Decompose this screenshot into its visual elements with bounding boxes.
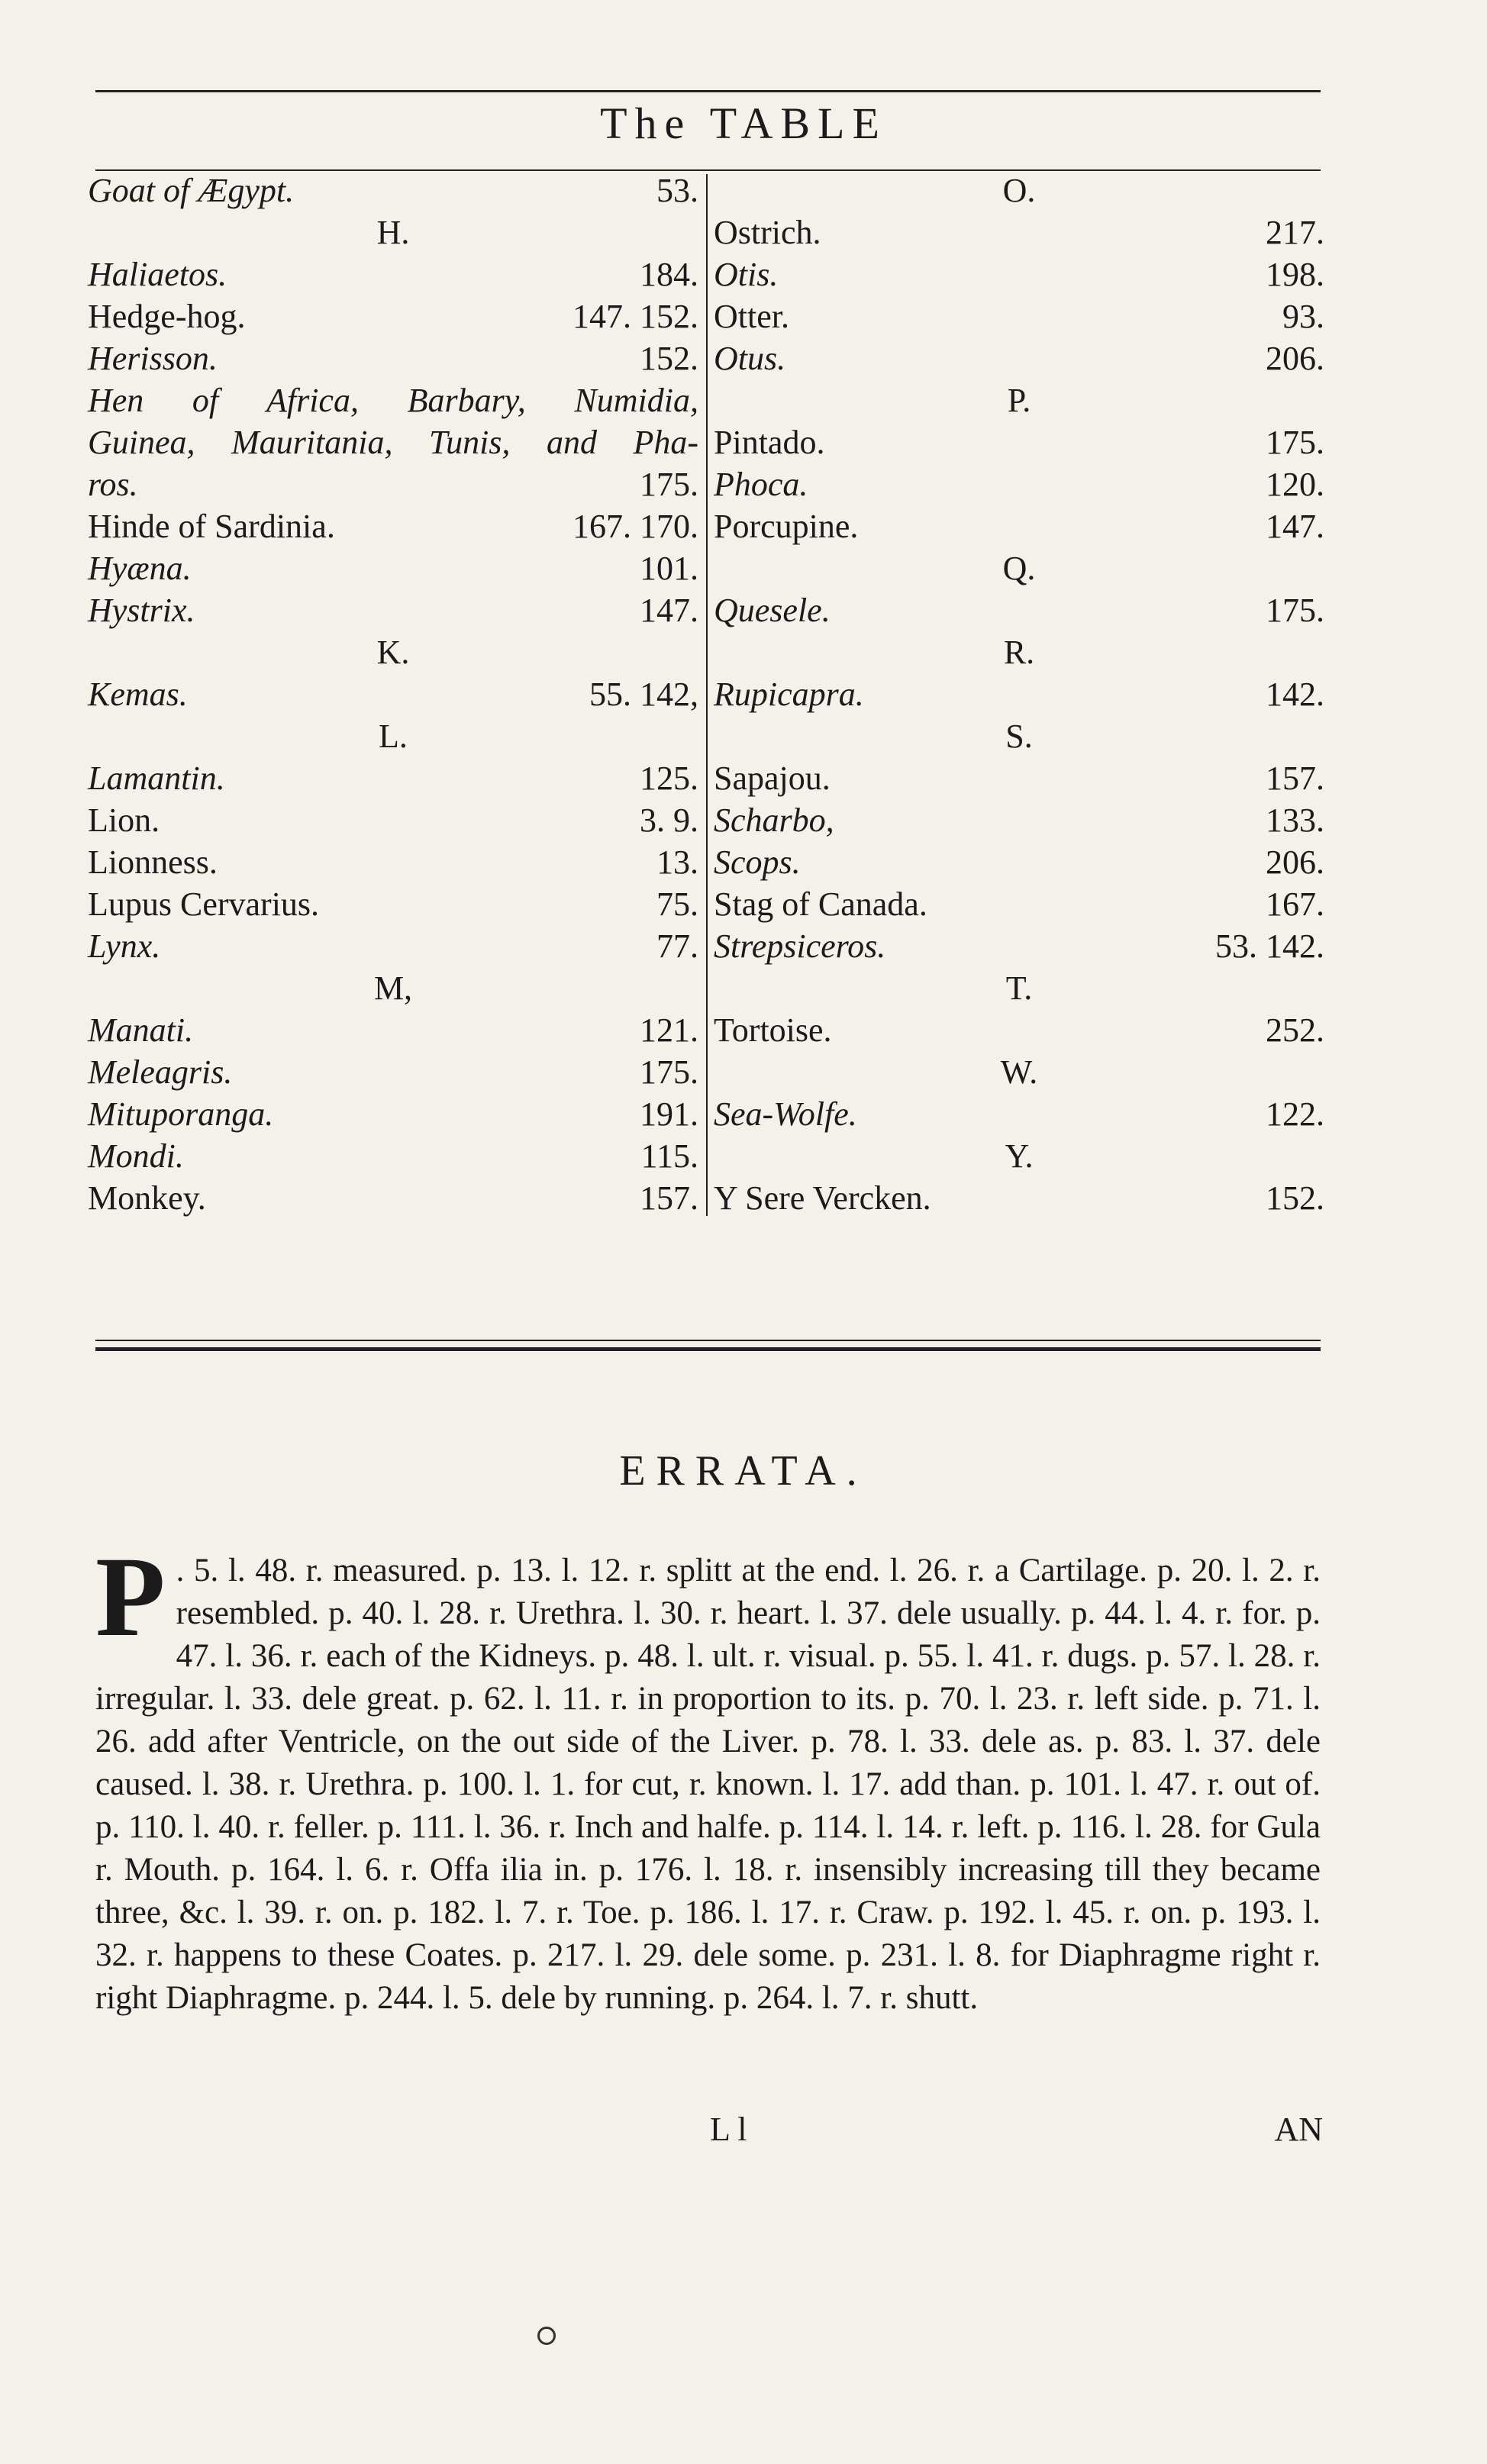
entry-name: Lynx. bbox=[88, 927, 161, 965]
entry-page: 206. bbox=[1266, 340, 1324, 377]
index-letter-heading bbox=[88, 631, 698, 673]
entry-name: L. bbox=[379, 718, 408, 755]
entry-name: Strepsiceros. bbox=[714, 927, 886, 965]
entry-name: Y Sere Vercken. bbox=[714, 1179, 931, 1217]
entry-page: 101. bbox=[640, 550, 698, 587]
index-entry bbox=[714, 589, 1324, 631]
entry-name: W. bbox=[1000, 1053, 1038, 1091]
table-end-rule-thick bbox=[95, 1347, 1321, 1351]
entry-name: Rupicapra. bbox=[714, 676, 864, 713]
entry-name: Lionness. bbox=[88, 843, 218, 881]
entry-page: 191. bbox=[640, 1095, 698, 1133]
index-entry bbox=[714, 757, 1324, 799]
entry-page: 147. 152. bbox=[573, 298, 698, 335]
ornament-dot bbox=[537, 2327, 556, 2345]
entry-name: Lamantin. bbox=[88, 760, 225, 797]
index-entry bbox=[88, 337, 698, 379]
index-entry bbox=[88, 1051, 698, 1093]
index-entry bbox=[88, 883, 698, 925]
index-entry bbox=[88, 673, 698, 715]
errata-text bbox=[95, 1534, 1321, 2020]
index-entry bbox=[88, 1177, 698, 1219]
entry-name: ros. bbox=[88, 466, 138, 503]
entry-name: Phoca. bbox=[714, 466, 808, 503]
entry-name: Otter. bbox=[714, 298, 789, 335]
entry-name: Hyæna. bbox=[88, 550, 192, 587]
index-entry bbox=[714, 463, 1324, 505]
entry-name: R. bbox=[1003, 634, 1035, 671]
entry-name: T. bbox=[1005, 969, 1033, 1007]
index-letter-heading bbox=[714, 967, 1324, 1009]
table-end-rule bbox=[95, 1340, 1321, 1341]
index-entry bbox=[714, 673, 1324, 715]
entry-name: Otis. bbox=[714, 256, 779, 293]
entry-name: Hen of Africa, Barbary, Numidia, bbox=[88, 382, 698, 419]
entry-name: Scops. bbox=[714, 843, 801, 881]
index-letter-heading bbox=[88, 967, 698, 1009]
entry-page: 184. bbox=[640, 256, 698, 293]
entry-page: 175. bbox=[640, 466, 698, 503]
index-entry bbox=[88, 505, 698, 547]
entry-page: 217. bbox=[1266, 214, 1324, 251]
entry-name: Guinea, Mauritania, Tunis, and Pha- bbox=[88, 424, 698, 461]
entry-page: 77. bbox=[656, 927, 698, 965]
drop-cap: P bbox=[95, 1534, 166, 1660]
catchword: AN bbox=[1274, 2111, 1323, 2148]
entry-name: Porcupine. bbox=[714, 508, 859, 545]
index-entry bbox=[714, 295, 1324, 337]
index-letter-heading bbox=[714, 169, 1324, 211]
entry-name: Sea-Wolfe. bbox=[714, 1095, 857, 1133]
entry-name: Meleagris. bbox=[88, 1053, 233, 1091]
index-entry bbox=[88, 589, 698, 631]
index-entry bbox=[88, 1009, 698, 1051]
index-entry bbox=[714, 337, 1324, 379]
entry-page: 152. bbox=[640, 340, 698, 377]
entry-name: Q. bbox=[1002, 550, 1036, 587]
entry-name: M, bbox=[373, 969, 413, 1007]
entry-page: 115. bbox=[640, 1137, 698, 1175]
entry-name: Quesele. bbox=[714, 592, 831, 629]
entry-name: K. bbox=[376, 634, 410, 671]
entry-name: Herisson. bbox=[88, 340, 218, 377]
entry-name: Haliaetos. bbox=[88, 256, 227, 293]
entry-page: 122. bbox=[1266, 1095, 1324, 1133]
entry-page: 142. bbox=[1266, 676, 1324, 713]
index-entry bbox=[714, 925, 1324, 967]
entry-page: 53. 142. bbox=[1215, 927, 1324, 965]
entry-name: Lupus Cervarius. bbox=[88, 885, 320, 923]
index-entry bbox=[88, 169, 698, 211]
entry-name: Stag of Canada. bbox=[714, 885, 927, 923]
entry-page: 93. bbox=[1282, 298, 1324, 335]
index-entry bbox=[714, 421, 1324, 463]
entry-page: 252. bbox=[1266, 1011, 1324, 1049]
index-entry bbox=[714, 505, 1324, 547]
index-column-left bbox=[88, 169, 698, 1219]
entry-name: Ostrich. bbox=[714, 214, 821, 251]
index-entry bbox=[714, 841, 1324, 883]
entry-page: 152. bbox=[1266, 1179, 1324, 1217]
entry-name: Sapajou. bbox=[714, 760, 831, 797]
page-title: The TABLE bbox=[600, 98, 887, 148]
index-entry bbox=[88, 295, 698, 337]
entry-name: Otus. bbox=[714, 340, 786, 377]
entry-page: 3. 9. bbox=[640, 801, 698, 839]
index-letter-heading bbox=[714, 379, 1324, 421]
index-entry bbox=[88, 463, 698, 505]
index-letter-heading bbox=[714, 1135, 1324, 1177]
entry-page: 75. bbox=[656, 885, 698, 923]
index-entry bbox=[88, 547, 698, 589]
index-letter-heading bbox=[714, 631, 1324, 673]
index-entry bbox=[714, 1009, 1324, 1051]
top-rule bbox=[95, 90, 1321, 92]
index-entry bbox=[88, 253, 698, 295]
index-entry bbox=[88, 379, 698, 421]
entry-page: 167. 170. bbox=[573, 508, 698, 545]
entry-name: Hystrix. bbox=[88, 592, 195, 629]
index-entry bbox=[88, 925, 698, 967]
entry-page: 120. bbox=[1266, 466, 1324, 503]
index-entry bbox=[88, 799, 698, 841]
entry-page: 157. bbox=[1266, 760, 1324, 797]
signature-mark: L l bbox=[710, 2111, 747, 2148]
entry-page: 147. bbox=[640, 592, 698, 629]
index-letter-heading bbox=[714, 547, 1324, 589]
errata-body: . 5. l. 48. r. measured. p. 13. l. 12. r. splitt at the end. l. 26. r. a Cartilage. p. 20. l. 2. r. resembled. p. 40. l. 28. r. Urethra. l. 30. r. heart. l. 37. dele usually. p. 44. l. 4. r. for. p. 47. l. 36. r. each of the Kidneys. p. 48. l. ult. r. visual. p. 55. l. 41. r. dugs. p. 57. l. 28. r. irregular. l. 33. dele great. p. 62. l. 11. r. in proportion to its. p. 70. l. 23. r. left side. p. 71. l. 26. add after Ventricle, on the out side of the Liver. p. 78. l. 33. dele as. p. 83. l. 37. dele caused. l. 38. r. Urethra. p. 100. l. 1. for cut, r. known. l. 17. add than. p. 101. l. 47. r. out of. p. 110. l. 40. r. feller. p. 111. l. 36. r. Inch and halfe. p. 114. l. 14. r. left. p. 116. l. 28. for Gula r. Mouth. p. 164. l. 6. r. Offa ilia in. p. 176. l. 18. r. insensibly increasing till they became three, &c. l. 39. r. on. p. 182. l. 7. r. Toe. p. 186. l. 17. r. Craw. p. 192. l. 45. r. on. p. 193. l. 32. r. happens to these Coates. p. 217. l. 29. dele some. p. 231. l. 8. for Diaphragme right r. right Diaphragme. p. 244. l. 5. dele by running. p. 264. l. 7. r. shutt. bbox=[95, 1553, 1321, 2016]
entry-name: Mondi. bbox=[88, 1137, 184, 1175]
entry-name: Hinde of Sardinia. bbox=[88, 508, 335, 545]
entry-page: 13. bbox=[656, 843, 698, 881]
index-entry bbox=[88, 1135, 698, 1177]
entry-name: Manati. bbox=[88, 1011, 194, 1049]
index-entry bbox=[714, 1177, 1324, 1219]
entry-name: Scharbo, bbox=[714, 801, 834, 839]
entry-name: H. bbox=[376, 214, 410, 251]
entry-name: Tortoise. bbox=[714, 1011, 832, 1049]
column-divider bbox=[706, 174, 708, 1216]
entry-page: 147. bbox=[1266, 508, 1324, 545]
entry-page: 175. bbox=[1266, 592, 1324, 629]
entry-name: P. bbox=[1007, 382, 1031, 419]
entry-page: 175. bbox=[640, 1053, 698, 1091]
entry-page: 175. bbox=[1266, 424, 1324, 461]
entry-name: O. bbox=[1002, 172, 1036, 209]
entry-name: Y. bbox=[1005, 1137, 1034, 1175]
entry-name: Lion. bbox=[88, 801, 160, 839]
index-letter-heading bbox=[714, 1051, 1324, 1093]
errata-title: ERRATA. bbox=[619, 1447, 868, 1495]
entry-page: 198. bbox=[1266, 256, 1324, 293]
entry-page: 167. bbox=[1266, 885, 1324, 923]
index-entry bbox=[88, 757, 698, 799]
index-letter-heading bbox=[88, 715, 698, 757]
entry-page: 53. bbox=[656, 172, 698, 209]
index-entry bbox=[88, 1093, 698, 1135]
index-entry bbox=[88, 841, 698, 883]
entry-name: Kemas. bbox=[88, 676, 188, 713]
entry-page: 121. bbox=[640, 1011, 698, 1049]
entry-name: Goat of Ægypt. bbox=[88, 172, 295, 209]
entry-page: 133. bbox=[1266, 801, 1324, 839]
entry-name: Mituporanga. bbox=[88, 1095, 274, 1133]
entry-page: 206. bbox=[1266, 843, 1324, 881]
index-letter-heading bbox=[88, 211, 698, 253]
index-entry bbox=[714, 883, 1324, 925]
entry-page: 157. bbox=[640, 1179, 698, 1217]
index-column-right bbox=[714, 169, 1324, 1219]
entry-name: S. bbox=[1005, 718, 1033, 755]
entry-page: 55. 142, bbox=[589, 676, 698, 713]
index-letter-heading bbox=[714, 715, 1324, 757]
entry-name: Monkey. bbox=[88, 1179, 206, 1217]
index-entry bbox=[714, 1093, 1324, 1135]
index-entry bbox=[714, 211, 1324, 253]
index-entry bbox=[714, 253, 1324, 295]
entry-name: Hedge-hog. bbox=[88, 298, 246, 335]
entry-name: Pintado. bbox=[714, 424, 825, 461]
entry-page: 125. bbox=[640, 760, 698, 797]
index-entry bbox=[714, 799, 1324, 841]
index-entry bbox=[88, 421, 698, 463]
